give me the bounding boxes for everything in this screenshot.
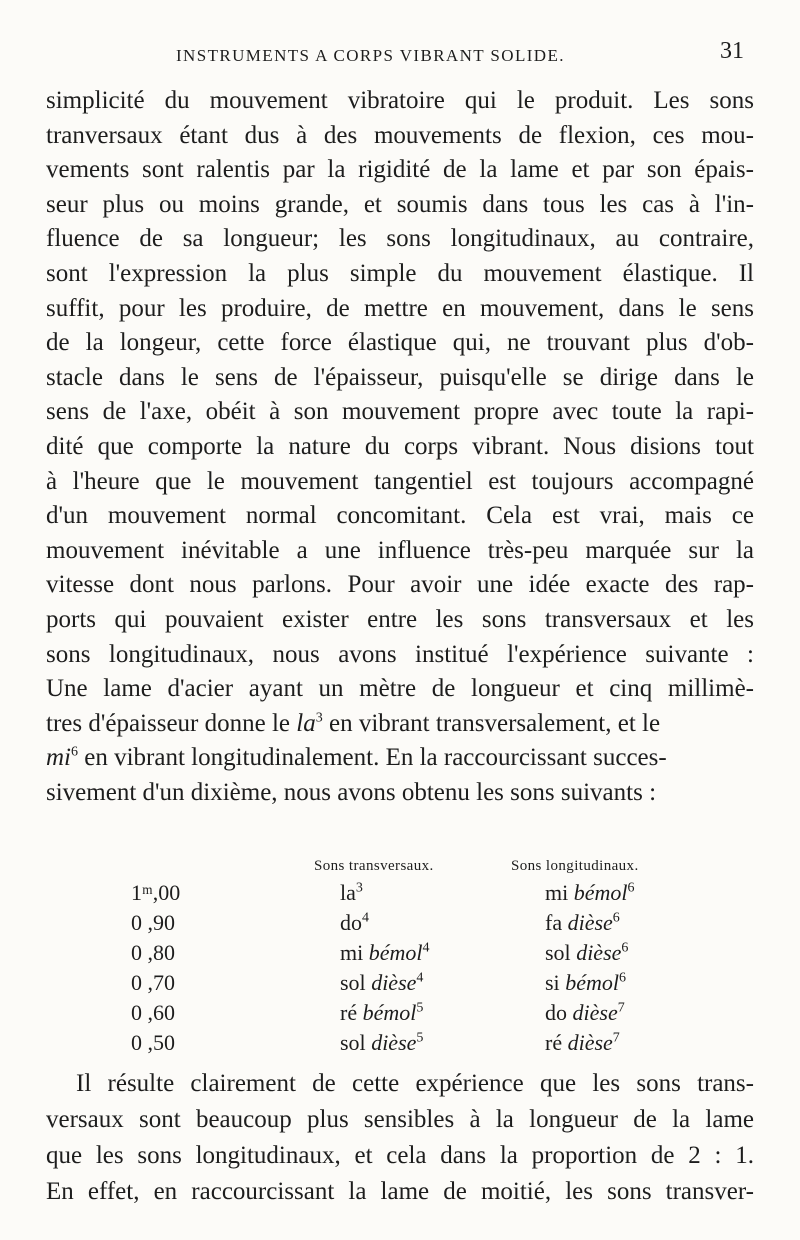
text-line: mouvement inévitable a une influence très-peu marquée sur la <box>46 536 754 564</box>
longitudinal-cell: mi bémol$^6$ <box>545 880 635 905</box>
text-line: de la longeur, cette force élastique qui, ne trouvant plus d'ob- <box>46 329 754 357</box>
text-line: $mi^6$ en vibrant longitudinalement. En la raccourcissant succes- <box>46 744 667 772</box>
length-cell: 0 ,50 <box>131 1030 175 1055</box>
text-line: vements sont ralentis par la rigidité de la lame et par son épais- <box>46 156 754 184</box>
text-line: Il résulte clairement de cette expérience que les sons trans- <box>76 1070 754 1097</box>
text-line: sens de l'axe, obéit à son mouvement propre avec toute la rapi- <box>46 398 754 426</box>
text-line: En effet, en raccourcissant la lame de moitié, les sons transver- <box>46 1178 754 1205</box>
text-line: seur plus ou moins grande, et soumis dans tous les cas à l'in- <box>46 190 754 218</box>
transverse-cell: $la^3$ <box>340 880 363 905</box>
text-line: fluence de sa longueur; les sons longitudinaux, au contraire, <box>46 225 754 253</box>
text-line: que les sons longitudinaux, et cela dans la proportion de 2 : 1. <box>46 1142 754 1169</box>
paragraph-main <box>46 84 754 810</box>
note-la: la <box>296 709 316 737</box>
longitudinal-cell: do dièse$^7$ <box>545 1000 625 1025</box>
text-line: d'un mouvement normal concomitant. Cela est vrai, mais ce <box>46 502 754 530</box>
text-line: sons longitudinaux, nous avons institué l'expérience suivante : <box>46 640 754 668</box>
text-line: versaux sont beaucoup plus sensibles à la longueur de la lame <box>46 1106 754 1133</box>
transverse-cell: sol dièse$^4$ <box>340 970 424 995</box>
longitudinal-cell: si bémol$^6$ <box>545 970 626 995</box>
text-line: simplicité du mouvement vibratoire qui le produit. Les sons <box>46 87 754 114</box>
note-mi: mi <box>46 744 71 772</box>
table-row <box>0 910 800 940</box>
length-cell: 0 ,70 <box>131 970 175 995</box>
column-header-transverse: Sons transversaux. <box>314 858 434 874</box>
text-line: ports qui pouvaient exister entre les sons transversaux et les <box>46 605 754 633</box>
text-line: Une lame d'acier ayant un mètre de longueur et cinq millimè- <box>46 675 754 703</box>
text-line: tranversaux étant dus à des mouvements de flexion, ces mou- <box>46 121 754 149</box>
longitudinal-cell: fa dièse$^6$ <box>545 910 620 935</box>
text-line: tres d'épaisseur donne le $la^3$ en vibrant transversalement, et le <box>46 709 661 737</box>
text-line: sont l'expression la plus simple du mouvement élastique. Il <box>46 259 754 287</box>
transverse-cell: sol dièse$^5$ <box>340 1030 424 1055</box>
table-row <box>0 940 800 970</box>
chapter-title: INSTRUMENTS A CORPS VIBRANT SOLIDE. <box>176 46 565 65</box>
length-cell: 1ᵐ,00 <box>131 880 181 905</box>
text-line: vitesse dont nous parlons. Pour avoir une idée exacte des rap- <box>46 571 754 599</box>
text-line: dité que comporte la nature du corps vibrant. Nous disions tout <box>46 432 754 460</box>
text-line: à l'heure que le mouvement tangentiel est toujours accompagné <box>46 467 754 495</box>
length-cell: 0 ,80 <box>131 940 175 965</box>
table-row <box>0 1030 800 1060</box>
text-line: stacle dans le sens de l'épaisseur, puisqu'elle se dirige dans le <box>46 363 754 391</box>
table-row <box>0 880 800 910</box>
length-cell: 0 ,90 <box>131 910 175 935</box>
page-number: 31 <box>720 38 744 64</box>
text-line: suffit, pour les produire, de mettre en mouvement, dans le sens <box>46 294 754 322</box>
longitudinal-cell: ré dièse$^7$ <box>545 1030 620 1055</box>
transverse-cell: $do^4$ <box>340 910 369 935</box>
length-cell: 0 ,60 <box>131 1000 175 1025</box>
running-header <box>44 38 752 72</box>
transverse-cell: ré bémol$^5$ <box>340 1000 424 1025</box>
table-row <box>0 970 800 1000</box>
longitudinal-cell: sol dièse$^6$ <box>545 940 629 965</box>
column-header-longitudinal: Sons longitudinaux. <box>511 858 639 874</box>
table-row <box>0 1000 800 1030</box>
transverse-cell: mi bémol$^4$ <box>340 940 430 965</box>
paragraph-conclusion <box>46 1066 754 1210</box>
text-line: sivement d'un dixième, nous avons obtenu les sons suivants : <box>46 778 657 806</box>
